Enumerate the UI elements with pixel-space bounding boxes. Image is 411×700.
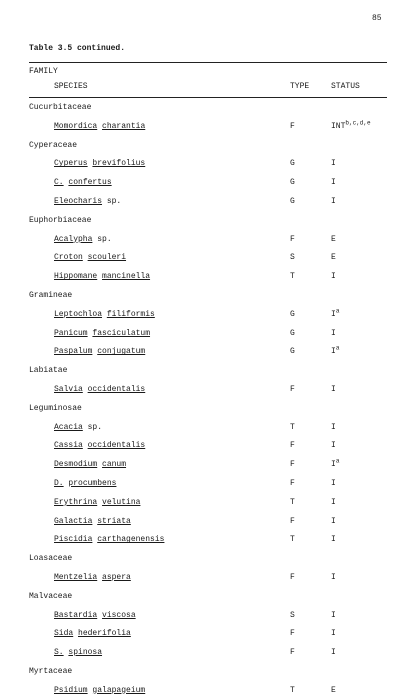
species-row: [0, 530, 411, 549]
species-row: [0, 117, 411, 136]
type-cell: F: [290, 629, 295, 639]
species-row: [0, 624, 411, 643]
status-value: I: [331, 347, 336, 357]
species-row: [0, 230, 411, 249]
genus: Leptochloa: [54, 309, 103, 319]
status-value: I: [331, 572, 336, 582]
status-cell: [331, 178, 336, 187]
status-value: I: [331, 610, 336, 620]
status-value: I: [331, 328, 336, 338]
epithet: confertus: [68, 178, 112, 188]
family-row: [0, 211, 411, 230]
status-value: I: [331, 272, 336, 282]
species-row: [0, 643, 411, 662]
genus: Desmodium: [54, 460, 98, 470]
type-cell: F: [290, 478, 295, 488]
family-row: [0, 587, 411, 606]
status-cell: [331, 441, 336, 450]
type-cell: S: [290, 610, 295, 620]
epithet: sp.: [87, 422, 103, 432]
family-row: [0, 399, 411, 418]
type-cell: F: [290, 234, 295, 244]
genus: Sida: [54, 629, 74, 639]
species-row: [0, 305, 411, 324]
status-value: I: [331, 196, 336, 206]
type-cell: T: [290, 497, 295, 507]
species-row: [0, 493, 411, 512]
epithet: sp.: [106, 196, 122, 206]
status-cell: [331, 611, 336, 620]
status-value: I: [331, 478, 336, 488]
table-top-rule: [29, 62, 387, 63]
status-cell: [331, 307, 340, 319]
species-name: [54, 611, 136, 620]
species-name: [54, 310, 155, 319]
status-value: E: [331, 253, 336, 263]
status-cell: [331, 535, 336, 544]
species-name: [54, 197, 121, 206]
epithet: galapageium: [92, 685, 146, 695]
epithet: mancinella: [102, 272, 151, 282]
family-name: Cyperaceae: [29, 140, 78, 150]
status-value: I: [331, 441, 336, 451]
column-header-species: SPECIES: [54, 82, 88, 91]
genus: Eleocharis: [54, 196, 103, 206]
genus: Galactia: [54, 516, 93, 526]
species-name: [54, 629, 131, 638]
status-cell: [331, 423, 336, 432]
species-name: [54, 235, 112, 244]
epithet: occidentalis: [87, 384, 146, 394]
genus: Bastardia: [54, 610, 98, 620]
status-cell: [331, 498, 336, 507]
type-cell: T: [290, 685, 295, 695]
epithet: fasciculatum: [92, 328, 151, 338]
epithet: procumbens: [68, 478, 117, 488]
type-cell: T: [290, 535, 295, 545]
type-cell: F: [290, 516, 295, 526]
species-name: [54, 253, 126, 262]
genus: Mentzelia: [54, 572, 98, 582]
column-header-family: FAMILY: [29, 67, 58, 76]
family-name: Gramineae: [29, 290, 73, 300]
genus: Acacia: [54, 422, 83, 432]
type-cell: G: [290, 309, 295, 319]
genus: Cassia: [54, 441, 83, 451]
species-row: [0, 192, 411, 211]
status-cell: [331, 344, 340, 357]
genus: Cyperus: [54, 159, 88, 169]
family-name: Euphorbiaceae: [29, 215, 92, 225]
column-header-type: TYPE: [290, 82, 310, 91]
epithet: occidentalis: [87, 441, 146, 451]
family-row: [0, 136, 411, 155]
species-name: [54, 329, 150, 338]
status-value: I: [331, 535, 336, 545]
type-cell: F: [290, 441, 295, 451]
table-caption: Table 3.5 continued.: [29, 44, 126, 53]
status-cell: [331, 385, 336, 394]
species-row: [0, 154, 411, 173]
species-row: [0, 342, 411, 361]
genus: Momordica: [54, 121, 98, 131]
table-body: [0, 98, 411, 700]
type-cell: S: [290, 253, 295, 263]
type-cell: F: [290, 384, 295, 394]
status-footnote: a: [335, 307, 340, 315]
epithet: scouleri: [87, 253, 127, 263]
epithet: striata: [97, 516, 131, 526]
species-name: [54, 479, 116, 488]
status-cell: [331, 686, 336, 695]
status-cell: [331, 272, 336, 281]
type-cell: G: [290, 178, 295, 188]
family-row: [0, 662, 411, 681]
species-row: [0, 324, 411, 343]
status-value: I: [331, 178, 336, 188]
status-cell: [331, 648, 336, 657]
species-row: [0, 606, 411, 625]
family-row: [0, 549, 411, 568]
status-cell: [331, 457, 340, 470]
type-cell: T: [290, 422, 295, 432]
genus: Hippomane: [54, 272, 98, 282]
status-cell: [331, 119, 371, 131]
status-cell: [331, 517, 336, 526]
status-cell: [331, 629, 336, 638]
epithet: carthagenensis: [97, 535, 165, 545]
species-row: [0, 436, 411, 455]
species-name: [54, 535, 164, 544]
species-name: [54, 159, 145, 168]
species-row: [0, 173, 411, 192]
status-value: INT: [331, 121, 346, 131]
family-name: Labiatae: [29, 366, 68, 376]
species-name: [54, 347, 145, 356]
type-cell: F: [290, 572, 295, 582]
species-name: [54, 686, 145, 695]
status-value: I: [331, 497, 336, 507]
type-cell: G: [290, 196, 295, 206]
epithet: conjugatum: [97, 347, 146, 357]
status-value: I: [331, 384, 336, 394]
species-row: [0, 474, 411, 493]
species-row: [0, 455, 411, 474]
status-footnote: a: [335, 344, 340, 352]
status-value: I: [331, 460, 336, 470]
genus: C.: [54, 178, 64, 188]
species-name: [54, 648, 102, 657]
type-cell: G: [290, 347, 295, 357]
family-row: [0, 361, 411, 380]
species-name: [54, 498, 140, 507]
status-cell: [331, 329, 336, 338]
epithet: sp.: [97, 234, 112, 244]
status-footnote: a: [335, 457, 340, 465]
species-row: [0, 267, 411, 286]
family-name: Malvaceae: [29, 591, 73, 601]
status-cell: [331, 479, 336, 488]
species-name: [54, 517, 131, 526]
status-value: I: [331, 648, 336, 658]
epithet: aspera: [102, 572, 131, 582]
genus: S.: [54, 648, 64, 658]
status-footnote: b,c,d,e: [345, 119, 371, 127]
type-cell: F: [290, 460, 295, 470]
species-name: [54, 178, 112, 187]
page-number: 85: [372, 14, 382, 23]
epithet: canum: [102, 460, 127, 470]
genus: Acalypha: [54, 234, 93, 244]
genus: Panicum: [54, 328, 88, 338]
status-value: I: [331, 309, 336, 319]
status-cell: [331, 235, 336, 244]
status-value: I: [331, 516, 336, 526]
genus: Piscidia: [54, 535, 93, 545]
type-cell: T: [290, 272, 295, 282]
epithet: velutina: [102, 497, 141, 507]
type-cell: G: [290, 159, 295, 169]
status-value: E: [331, 234, 336, 244]
type-cell: F: [290, 648, 295, 658]
type-cell: F: [290, 121, 295, 131]
family-name: Leguminosae: [29, 403, 82, 413]
genus: D.: [54, 478, 64, 488]
family-name: Loasaceae: [29, 554, 73, 564]
species-row: [0, 512, 411, 531]
family-row: [0, 98, 411, 117]
species-row: [0, 248, 411, 267]
genus: Salvia: [54, 384, 83, 394]
epithet: viscosa: [102, 610, 136, 620]
family-name: Cucurbitaceae: [29, 103, 92, 112]
species-row: [0, 418, 411, 437]
genus: Erythrina: [54, 497, 98, 507]
status-cell: [331, 253, 336, 262]
species-row: [0, 681, 411, 700]
epithet: filiformis: [106, 309, 155, 319]
species-name: [54, 573, 131, 582]
status-cell: [331, 197, 336, 206]
species-name: [54, 122, 145, 131]
epithet: brevifolius: [92, 159, 146, 169]
family-name: Myrtaceae: [29, 666, 73, 676]
species-row: [0, 568, 411, 587]
epithet: spinosa: [68, 648, 103, 658]
type-cell: G: [290, 328, 295, 338]
status-value: I: [331, 629, 336, 639]
genus: Croton: [54, 253, 83, 263]
species-name: [54, 460, 126, 469]
status-cell: [331, 159, 336, 168]
genus: Psidium: [54, 685, 88, 695]
column-header-status: STATUS: [331, 82, 360, 91]
epithet: charantia: [102, 121, 146, 131]
epithet: hederifolia: [78, 629, 131, 639]
genus: Paspalum: [54, 347, 93, 357]
species-row: [0, 380, 411, 399]
status-value: I: [331, 422, 336, 432]
family-row: [0, 286, 411, 305]
status-cell: [331, 573, 336, 582]
status-value: E: [331, 685, 336, 695]
species-name: [54, 441, 145, 450]
status-value: I: [331, 159, 336, 169]
species-name: [54, 385, 145, 394]
species-name: [54, 272, 150, 281]
species-name: [54, 423, 102, 432]
